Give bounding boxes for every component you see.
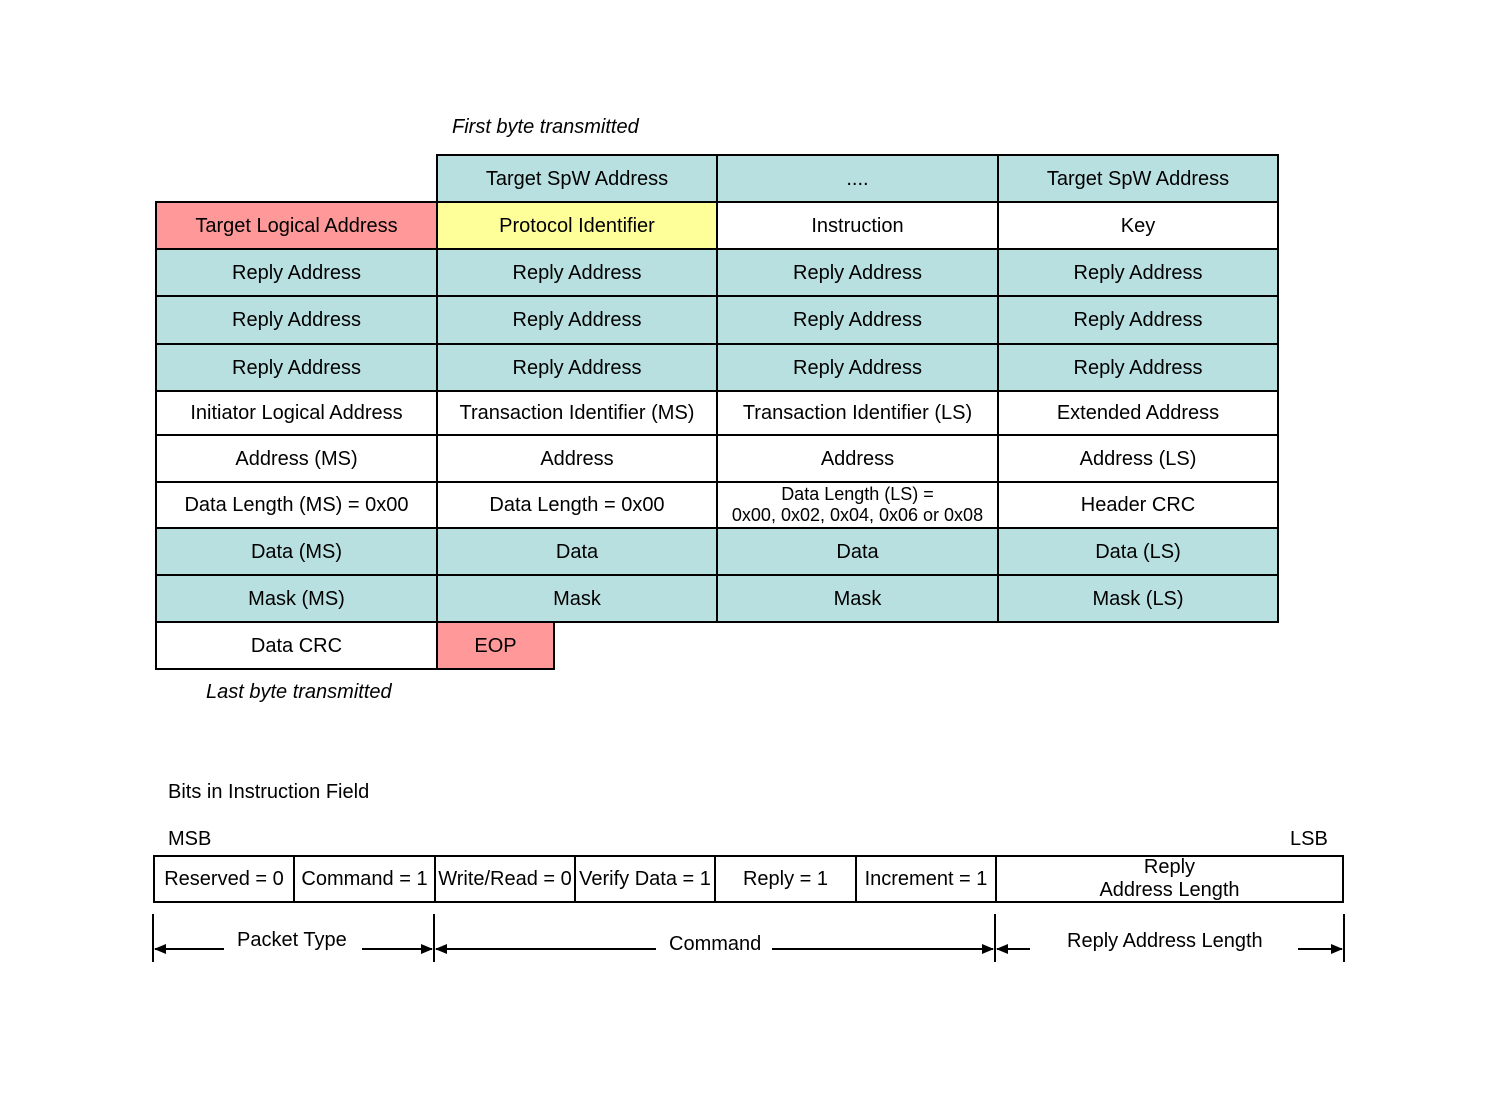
instruction-field-title: Bits in Instruction Field [168, 781, 370, 803]
packet-cell: Data Length = 0x00 [436, 481, 718, 529]
packet-cell: Key [997, 201, 1279, 250]
packet-cell: Mask [436, 574, 718, 623]
packet-cell: Reply Address [997, 295, 1279, 345]
last-byte-caption: Last byte transmitted [206, 681, 392, 703]
packet-cell: Reply Address [716, 248, 999, 297]
packet-cell: Reply Address [716, 343, 999, 392]
packet-cell: Data (LS) [997, 527, 1279, 576]
packet-cell: Target SpW Address [997, 154, 1279, 203]
packet-cell: Reply Address [436, 295, 718, 345]
instruction-bit-cell: Verify Data = 1 [574, 855, 716, 903]
instruction-bit-cell: Reserved = 0 [153, 855, 295, 903]
packet-cell: Data [436, 527, 718, 576]
group-label-reply-address-length: Reply Address Length [1067, 930, 1263, 952]
instruction-bit-cell: Reply = 1 [714, 855, 857, 903]
packet-cell: Mask [716, 574, 999, 623]
instruction-bit-cell: Write/Read = 0 [434, 855, 576, 903]
packet-cell: Address (MS) [155, 434, 438, 483]
packet-cell: Data (MS) [155, 527, 438, 576]
msb-label: MSB [168, 828, 212, 850]
packet-cell: Data Length (MS) = 0x00 [155, 481, 438, 529]
group-label-command: Command [669, 933, 762, 955]
packet-cell: Reply Address [716, 295, 999, 345]
instruction-bit-cell: Increment = 1 [855, 855, 997, 903]
lsb-label: LSB [1290, 828, 1328, 850]
packet-cell: Transaction Identifier (MS) [436, 390, 718, 436]
packet-cell: EOP [436, 621, 555, 670]
packet-cell: Reply Address [155, 295, 438, 345]
packet-cell: Target Logical Address [155, 201, 438, 250]
group-label-packet-type: Packet Type [237, 929, 347, 951]
packet-cell: Mask (LS) [997, 574, 1279, 623]
packet-cell: Data [716, 527, 999, 576]
packet-cell: Reply Address [436, 343, 718, 392]
packet-cell: Address [436, 434, 718, 483]
packet-cell: Instruction [716, 201, 999, 250]
packet-cell: Protocol Identifier [436, 201, 718, 250]
packet-cell: Reply Address [155, 248, 438, 297]
first-byte-caption: First byte transmitted [452, 116, 639, 138]
packet-cell: Header CRC [997, 481, 1279, 529]
packet-cell: Data CRC [155, 621, 438, 670]
packet-cell: Address (LS) [997, 434, 1279, 483]
packet-cell: .... [716, 154, 999, 203]
packet-cell: Reply Address [155, 343, 438, 392]
packet-cell: Address [716, 434, 999, 483]
packet-cell: Mask (MS) [155, 574, 438, 623]
packet-cell: Initiator Logical Address [155, 390, 438, 436]
packet-cell: Reply Address [997, 248, 1279, 297]
instruction-bit-cell: Reply Address Length [995, 855, 1344, 903]
packet-cell: Transaction Identifier (LS) [716, 390, 999, 436]
packet-cell: Reply Address [997, 343, 1279, 392]
packet-cell: Extended Address [997, 390, 1279, 436]
packet-cell: Reply Address [436, 248, 718, 297]
instruction-bit-cell: Command = 1 [293, 855, 436, 903]
packet-cell: Target SpW Address [436, 154, 718, 203]
packet-cell: Data Length (LS) = 0x00, 0x02, 0x04, 0x06 or 0x08 [716, 481, 999, 529]
